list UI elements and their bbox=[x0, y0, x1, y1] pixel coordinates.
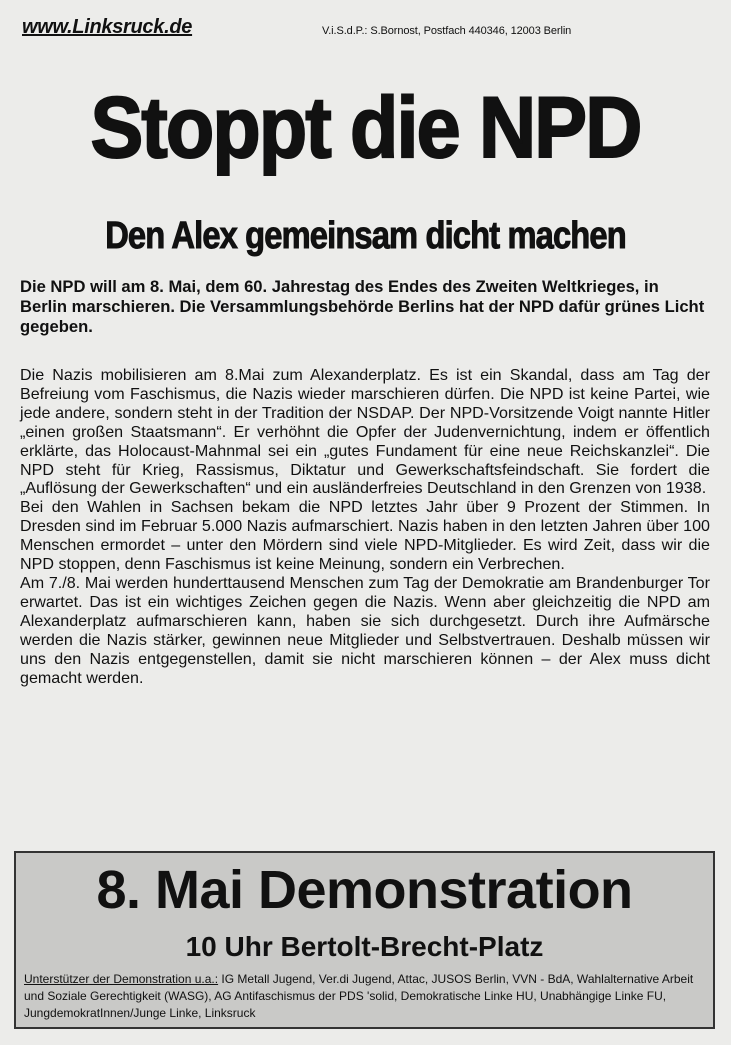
body-paragraph-1: Die Nazis mobilisieren am 8.Mai zum Alexanderplatz. Es ist ein Skandal, dass am Tag der Befreiung vom Faschismus, die Nazis wieder marschieren dürfen. Die NPD ist keine Partei, wie jede andere, sondern steht in der Tradition der NSDAP. Der NPD-Vorsitzende Voigt nannte Hitler „einen großen Staatsmann“. Er verhöhnt die Opfer der Judenvernichtung, indem er öffentlich erklärte, das Holocaust-Mahnmal sei ein „gutes Fundament für eine neue Reichskanzlei“. Die NPD steht für Krieg, Rassismus, Diktatur und Gewerkschaftsfeindschaft. Sie fordert die „Auflösung der Gewerkschaften“ und ein ausländerfreies Deutschland in den Grenzen von 1938. bbox=[20, 366, 710, 498]
supporters-label: Unterstützer der Demonstration u.a.: bbox=[24, 972, 219, 986]
body-paragraph-3: Am 7./8. Mai werden hunderttausend Menschen zum Tag der Demokratie am Brandenburger Tor erwartet. Das ist ein wichtiges Zeichen gegen die Nazis. Wenn aber gleichzeitig die NPD am Alexanderplatz aufmarschieren kann, haben sie sich durchgesetzt. Durch ihre Aufmärsche werden die Nazis stärker, gewinnen neue Mitglieder und Selbstvertrauen. Deshalb müssen wir uns den Nazis entgegenstellen, damit sie nicht marschieren können – der Alex muss dicht gemacht werden. bbox=[20, 573, 710, 687]
supporters-text bbox=[24, 971, 709, 1022]
legal-notice: V.i.S.d.P.: S.Bornost, Postfach 440346, 12003 Berlin bbox=[322, 25, 572, 37]
supporters-list: IG Metall Jugend, Ver.di Jugend, Attac, JUSOS Berlin, VVN - BdA, Wahlalternative Arbeit und Soziale Gerechtigkeit (WASG), AG Antifaschismus der PDS 'solid, Demokratische Linke HU, Unabhängige Linke FU, JungdemokratInnen/Junge Linke, Linksruck bbox=[24, 972, 694, 1020]
banner-title: 8. Mai Demonstration bbox=[96, 860, 633, 920]
demonstration-banner bbox=[14, 851, 715, 1029]
subheadline: Den Alex gemeinsam dicht machen bbox=[105, 215, 626, 257]
website-link[interactable]: www.Linksruck.de bbox=[22, 16, 193, 38]
banner-subtitle: 10 Uhr Bertolt-Brecht-Platz bbox=[185, 931, 544, 962]
header-bar bbox=[22, 16, 712, 42]
body-text bbox=[20, 366, 710, 687]
main-headline: Stoppt die NPD bbox=[90, 80, 641, 176]
intro-paragraph: Die NPD will am 8. Mai, dem 60. Jahrestag des Endes des Zweiten Weltkrieges, in Berlin marschieren. Die Versammlungsbehörde Berlins hat der NPD dafür grünes Licht gegeben. bbox=[20, 277, 705, 336]
body-paragraph-2: Bei den Wahlen in Sachsen bekam die NPD letztes Jahr über 9 Prozent der Stimmen. In Dresden sind im Februar 5.000 Nazis aufmarschiert. Nazis haben in den letzten Jahren über 100 Menschen ermordet – unter den Mördern sind viele NPD-Mitglieder. Es wird Zeit, dass wir die NPD stoppen, denn Faschismus ist keine Meinung, sondern ein Verbrechen. bbox=[20, 498, 710, 574]
